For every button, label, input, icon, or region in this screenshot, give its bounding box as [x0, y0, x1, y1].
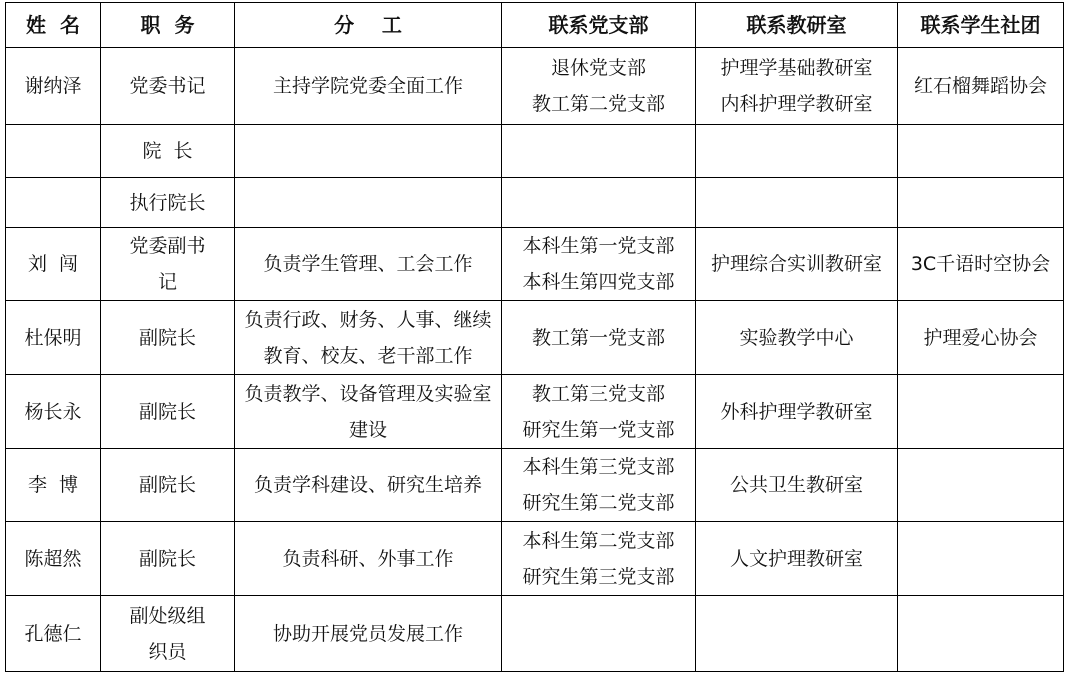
cell-teaching-office: [696, 596, 898, 672]
cell-title: 党委副书记: [101, 228, 235, 301]
table-row: [6, 178, 1064, 228]
cell-party-branch: [502, 301, 696, 375]
staff-table-wrapper: [5, 2, 1064, 672]
cell-party-branch-line: 教工第二党支部: [531, 93, 665, 115]
cell-party-branch-line: 本科生第一党支部: [522, 235, 675, 257]
cell-party-branch: [502, 125, 696, 178]
cell-student-club: [898, 125, 1064, 178]
cell-teaching-office-line: 外科护理学教研室: [720, 400, 873, 423]
cell-party-branch: [502, 375, 696, 449]
cell-student-club: [898, 449, 1064, 522]
cell-name: 孔德仁: [6, 596, 101, 672]
cell-teaching-office: [696, 301, 898, 375]
cell-student-club: [898, 178, 1064, 228]
table-body: [6, 48, 1064, 672]
cell-teaching-office-line: 内科护理学教研室: [720, 93, 873, 115]
cell-teaching-office-line: 护理综合实训教研室: [710, 253, 882, 275]
cell-name: 谢纳泽: [6, 48, 101, 125]
cell-party-branch-line: 教工第三党支部: [531, 382, 665, 405]
table-row: [6, 48, 1064, 125]
cell-teaching-office-line: 公共卫生教研室: [729, 474, 863, 496]
cell-teaching-office: [696, 228, 898, 301]
cell-teaching-office: [696, 48, 898, 125]
cell-name: 刘 闯: [6, 228, 101, 301]
cell-title: 副院长: [101, 449, 235, 522]
header-teaching-office: 联系教研室: [696, 3, 898, 48]
cell-party-branch-line: 本科生第四党支部: [522, 271, 675, 293]
cell-party-branch-line: 研究生第三党支部: [522, 565, 675, 588]
cell-title: 副处级组织员: [101, 596, 235, 672]
cell-party-branch: [502, 228, 696, 301]
cell-name: [6, 125, 101, 178]
cell-party-branch-line: 本科生第二党支部: [522, 529, 675, 552]
cell-teaching-office-line: 护理学基础教研室: [720, 57, 873, 79]
cell-duty: 负责学科建设、研究生培养: [235, 449, 502, 522]
cell-party-branch: [502, 596, 696, 672]
cell-name: 杨长永: [6, 375, 101, 449]
cell-party-branch: [502, 48, 696, 125]
cell-name: [6, 178, 101, 228]
cell-teaching-office: [696, 449, 898, 522]
cell-party-branch-line: 研究生第一党支部: [522, 418, 675, 441]
cell-title: 党委书记: [101, 48, 235, 125]
cell-name: 李 博: [6, 449, 101, 522]
table-row: [6, 522, 1064, 596]
cell-duty: 主持学院党委全面工作: [235, 48, 502, 125]
header-duty: 分 工: [235, 3, 502, 48]
staff-duty-table: [5, 2, 1064, 672]
table-row: [6, 301, 1064, 375]
cell-teaching-office: [696, 125, 898, 178]
cell-duty: [235, 125, 502, 178]
cell-party-branch-line: 退休党支部: [550, 57, 646, 79]
cell-title: 院 长: [101, 125, 235, 178]
cell-duty: 负责科研、外事工作: [235, 522, 502, 596]
cell-duty: 负责行政、财务、人事、继续教育、校友、老干部工作: [235, 301, 502, 375]
cell-student-club: [898, 596, 1064, 672]
table-row: [6, 596, 1064, 672]
cell-title: 副院长: [101, 522, 235, 596]
cell-party-branch-line: 教工第一党支部: [531, 326, 665, 349]
cell-name: 杜保明: [6, 301, 101, 375]
cell-title: 执行院长: [101, 178, 235, 228]
cell-name: 陈超然: [6, 522, 101, 596]
cell-teaching-office: [696, 522, 898, 596]
header-party-branch: 联系党支部: [502, 3, 696, 48]
cell-student-club: 护理爱心协会: [898, 301, 1064, 375]
cell-student-club: [898, 522, 1064, 596]
cell-duty: 协助开展党员发展工作: [235, 596, 502, 672]
cell-teaching-office: [696, 178, 898, 228]
cell-title: 副院长: [101, 375, 235, 449]
cell-teaching-office: [696, 375, 898, 449]
cell-teaching-office-line: 人文护理教研室: [729, 547, 863, 570]
header-row: [6, 3, 1064, 48]
table-row: [6, 375, 1064, 449]
cell-duty: [235, 178, 502, 228]
table-row: [6, 228, 1064, 301]
cell-title: 副院长: [101, 301, 235, 375]
cell-party-branch-line: 本科生第三党支部: [522, 456, 675, 478]
cell-student-club: [898, 375, 1064, 449]
cell-teaching-office-line: 实验教学中心: [739, 326, 854, 349]
cell-duty: 负责教学、设备管理及实验室建设: [235, 375, 502, 449]
cell-party-branch: [502, 522, 696, 596]
cell-student-club: 红石榴舞蹈协会: [898, 48, 1064, 125]
cell-duty: 负责学生管理、工会工作: [235, 228, 502, 301]
cell-party-branch-line: 研究生第二党支部: [522, 492, 675, 514]
header-student-club: 联系学生社团: [898, 3, 1064, 48]
header-title: 职 务: [101, 3, 235, 48]
table-row: [6, 125, 1064, 178]
cell-party-branch: [502, 178, 696, 228]
table-row: [6, 449, 1064, 522]
cell-party-branch: [502, 449, 696, 522]
header-name: 姓 名: [6, 3, 101, 48]
cell-student-club: 3C千语时空协会: [898, 228, 1064, 301]
